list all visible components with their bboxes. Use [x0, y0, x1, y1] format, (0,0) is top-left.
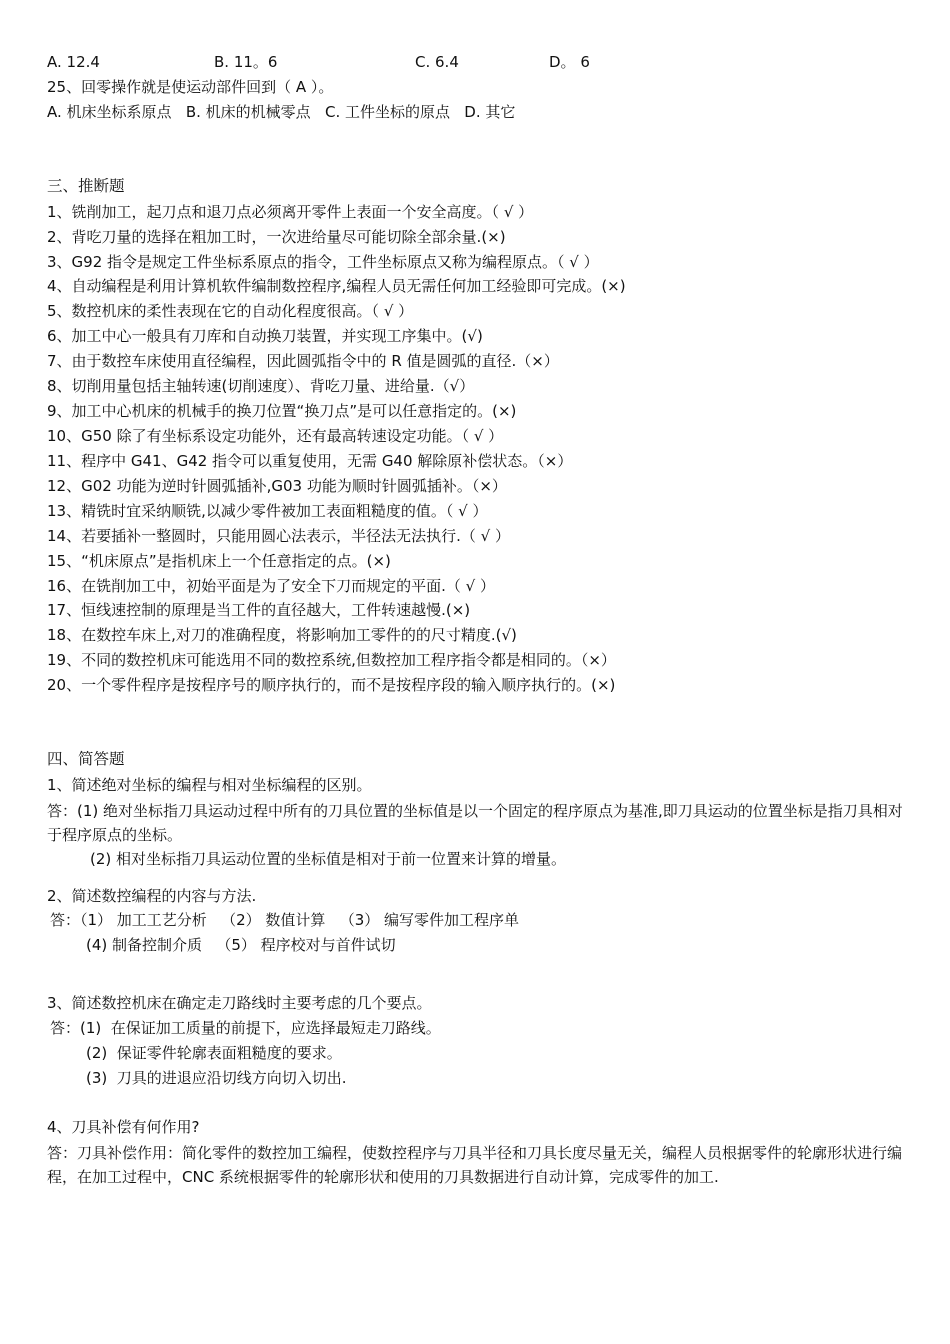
judge-item: 3、G92 指令是规定工件坐标系原点的指令，工件坐标原点又称为编程原点。（ √ ）	[47, 253, 599, 271]
judge-item: 6、加工中心一般具有刀库和自动换刀装置，并实现工序集中。(√)	[47, 327, 483, 345]
question-25-stem: 25、回零操作就是使运动部件回到（ A ）。	[47, 78, 334, 96]
section-4-title: 四、简答题	[47, 750, 125, 768]
question-3-answer-1: 答：(1) 在保证加工质量的前提下，应选择最短走刀路线。	[50, 1019, 441, 1037]
judge-item: 13、精铣时宜采纳顺铣,以减少零件被加工表面粗糙度的值。（ √ ）	[47, 502, 488, 520]
question-4-stem: 4、刀具补偿有何作用?	[47, 1118, 200, 1136]
question-3-answer-2: (2) 保证零件轮廓表面粗糙度的要求。	[86, 1044, 342, 1062]
question-25-options: A. 机床坐标系原点 B. 机床的机械零点 C. 工件坐标的原点 D. 其它	[47, 103, 516, 121]
question-1-stem: 1、简述绝对坐标的编程与相对坐标编程的区别。	[47, 776, 372, 794]
question-2-answer-2: (4) 制备控制介质 （5） 程序校对与首件试切	[86, 936, 396, 954]
judge-item: 16、在铣削加工中，初始平面是为了安全下刀而规定的平面.（ √ ）	[47, 577, 495, 595]
option-d: D。 6	[549, 53, 590, 71]
option-a: A. 12.4	[47, 53, 100, 71]
option-c: C. 6.4	[415, 53, 459, 71]
judge-item: 5、数控机床的柔性表现在它的自动化程度很高。（ √ ）	[47, 302, 414, 320]
judge-item: 11、程序中 G41、G42 指令可以重复使用，无需 G40 解除原补偿状态。（×）	[47, 452, 573, 470]
question-2-answer-1: 答：（1） 加工工艺分析 （2） 数值计算 （3） 编写零件加工程序单	[50, 911, 520, 929]
judge-item: 9、加工中心机床的机械手的换刀位置“换刀点”是可以任意指定的。(×)	[47, 402, 517, 420]
judge-item: 10、G50 除了有坐标系设定功能外，还有最高转速设定功能。（ √ ）	[47, 427, 504, 445]
question-3-stem: 3、简述数控机床在确定走刀路线时主要考虑的几个要点。	[47, 994, 432, 1012]
question-3-answer-3: (3) 刀具的进退应沿切线方向切入切出.	[86, 1069, 347, 1087]
judge-item: 12、G02 功能为逆时针圆弧插补,G03 功能为顺时针圆弧插补。（×）	[47, 477, 507, 495]
judge-item: 4、自动编程是利用计算机软件编制数控程序,编程人员无需任何加工经验即可完成。(×)	[47, 277, 626, 295]
judge-item: 18、在数控车床上,对刀的准确程度，将影响加工零件的的尺寸精度.(√)	[47, 626, 517, 644]
question-2-stem: 2、简述数控编程的内容与方法.	[47, 887, 257, 905]
option-b: B. 11。6	[214, 53, 278, 71]
section-3-title: 三、推断题	[47, 177, 125, 195]
judge-item: 19、不同的数控机床可能选用不同的数控系统,但数控加工程序指令都是相同的。（×）	[47, 651, 616, 669]
judge-item: 20、一个零件程序是按程序号的顺序执行的，而不是按程序段的输入顺序执行的。(×)	[47, 676, 616, 694]
question-4-answer: 答：刀具补偿作用：简化零件的数控加工编程，使数控程序与刀具半径和刀具长度尽量无关，编程人员根据零件的轮廓形状进行编程，在加工过程中，CNC 系统根据零件的轮廓形状和使用的刀具数据进行自动计算，完成零件的加工.	[47, 1144, 903, 1186]
question-1-answer-2: (2) 相对坐标指刀具运动位置的坐标值是相对于前一位置来计算的增量。	[90, 850, 567, 868]
judge-item: 17、恒线速控制的原理是当工件的直径越大，工件转速越慢.(×)	[47, 601, 471, 619]
judge-item: 2、背吃刀量的选择在粗加工时，一次进给量尽可能切除全部余量.(×)	[47, 228, 506, 246]
judge-item: 8、切削用量包括主轴转速(切削速度）、背吃刀量、进给量.（√）	[47, 377, 475, 395]
judge-item: 7、由于数控车床使用直径编程，因此圆弧指令中的 R 值是圆弧的直径.（×）	[47, 352, 559, 370]
judge-item: 1、铣削加工，起刀点和退刀点必须离开零件上表面一个安全高度。（ √ ）	[47, 203, 534, 221]
judge-item: 14、若要插补一整圆时，只能用圆心法表示，半径法无法执行.（ √ ）	[47, 527, 510, 545]
question-1-answer-1: 答：(1) 绝对坐标指刀具运动过程中所有的刀具位置的坐标值是以一个固定的程序原点为基准,即刀具运动的位置坐标是指刀具相对于程序原点的坐标。	[47, 802, 903, 844]
judge-item: 15、“机床原点”是指机床上一个任意指定的点。(×)	[47, 552, 391, 570]
